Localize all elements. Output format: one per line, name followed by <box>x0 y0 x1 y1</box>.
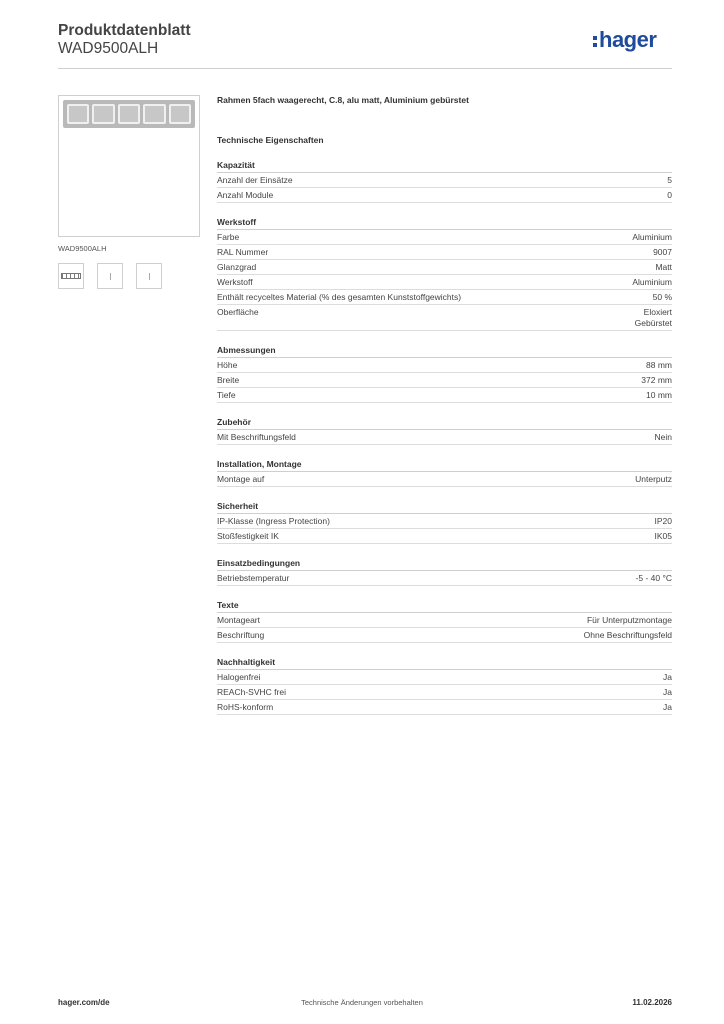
spec-row <box>217 571 672 586</box>
frame-illustration <box>63 100 195 128</box>
spec-label: Betriebstemperatur <box>217 573 290 583</box>
spec-value: Eloxiert Gebürstet <box>634 307 672 328</box>
spec-value: Nein <box>654 432 672 442</box>
product-model-number: WAD9500ALH <box>58 40 159 57</box>
spec-label: Halogenfrei <box>217 672 261 682</box>
spec-row <box>217 290 672 305</box>
spec-label: Farbe <box>217 232 240 242</box>
spec-group <box>217 416 672 445</box>
thumbnail-side-view-1[interactable] <box>97 263 123 289</box>
spec-row <box>217 275 672 290</box>
spec-value: Ja <box>663 687 672 697</box>
spec-group <box>217 599 672 643</box>
spec-label: IP-Klasse (Ingress Protection) <box>217 516 330 526</box>
spec-label: Mit Beschriftungsfeld <box>217 432 296 442</box>
thumbnail-side-view-2[interactable] <box>136 263 162 289</box>
spec-row <box>217 613 672 628</box>
spec-label: Breite <box>217 375 240 385</box>
spec-group <box>217 344 672 403</box>
logo-dots-icon <box>593 36 597 47</box>
spec-value: Matt <box>655 262 672 272</box>
spec-value: 10 mm <box>646 390 672 400</box>
technical-properties-heading: Technische Eigenschaften <box>217 135 324 145</box>
spec-row <box>217 700 672 715</box>
spec-value: Aluminium <box>632 277 672 287</box>
spec-group-title: Einsatzbedingungen <box>217 557 672 571</box>
spec-row <box>217 358 672 373</box>
spec-row <box>217 173 672 188</box>
spec-label: Werkstoff <box>217 277 253 287</box>
header-divider <box>58 68 672 69</box>
spec-value: 88 mm <box>646 360 672 370</box>
spec-group <box>217 557 672 586</box>
document-type-title: Produktdatenblatt <box>58 22 191 39</box>
spec-label: Tiefe <box>217 390 236 400</box>
spec-row <box>217 430 672 445</box>
spec-row <box>217 260 672 275</box>
spec-group-title: Texte <box>217 599 672 613</box>
hager-logo[interactable] <box>593 29 656 51</box>
spec-label: Beschriftung <box>217 630 265 640</box>
spec-group <box>217 656 672 715</box>
spec-label: RoHS-konform <box>217 702 274 712</box>
spec-value: -5 - 40 °C <box>635 573 672 583</box>
spec-group-title: Zubehör <box>217 416 672 430</box>
spec-value: Unterputz <box>635 474 672 484</box>
spec-row <box>217 188 672 203</box>
spec-row <box>217 305 672 331</box>
spec-content <box>217 95 672 728</box>
spec-group-title: Sicherheit <box>217 500 672 514</box>
spec-label: Enthält recyceltes Material (% des gesamten Kunststoffgewichts) <box>217 292 462 302</box>
spec-group <box>217 500 672 544</box>
spec-label: REACh-SVHC frei <box>217 687 286 697</box>
thumbnail-frame[interactable] <box>58 263 84 289</box>
spec-value: Aluminium <box>632 232 672 242</box>
product-image <box>58 95 200 237</box>
footer-date: 11.02.2026 <box>632 998 672 1007</box>
spec-label: Montageart <box>217 615 260 625</box>
spec-group-title: Nachhaltigkeit <box>217 656 672 670</box>
spec-value: 9007 <box>653 247 672 257</box>
switch-side-icon <box>149 273 150 280</box>
spec-row <box>217 388 672 403</box>
spec-value: Ohne Beschriftungsfeld <box>583 630 672 640</box>
spec-row <box>217 685 672 700</box>
spec-row <box>217 373 672 388</box>
footer-disclaimer: Technische Änderungen vorbehalten <box>301 998 423 1007</box>
spec-value: Ja <box>663 672 672 682</box>
spec-group <box>217 159 672 203</box>
spec-row <box>217 230 672 245</box>
spec-value: Für Unterputzmontage <box>586 615 672 625</box>
spec-row <box>217 670 672 685</box>
spec-group-title: Werkstoff <box>217 216 672 230</box>
spec-value: 50 % <box>652 292 672 302</box>
spec-label: Stoßfestigkeit IK <box>217 531 279 541</box>
spec-label: Anzahl Module <box>217 190 274 200</box>
spec-group-title: Installation, Montage <box>217 458 672 472</box>
spec-value: 0 <box>667 190 672 200</box>
spec-label: Höhe <box>217 360 238 370</box>
spec-group-title: Kapazität <box>217 159 672 173</box>
spec-value: Ja <box>663 702 672 712</box>
spec-group <box>217 216 672 331</box>
spec-value: 372 mm <box>641 375 672 385</box>
logo-wordmark: hager <box>599 27 657 52</box>
spec-group-title: Abmessungen <box>217 344 672 358</box>
spec-label: Glanzgrad <box>217 262 257 272</box>
spec-label: Montage auf <box>217 474 265 484</box>
switch-side-icon <box>110 273 111 280</box>
spec-label: Oberfläche <box>217 307 259 317</box>
frame-icon <box>61 273 81 279</box>
product-image-caption: WAD9500ALH <box>58 244 107 253</box>
spec-row <box>217 628 672 643</box>
spec-row <box>217 529 672 544</box>
footer-website-link[interactable]: hager.com/de <box>58 998 110 1007</box>
spec-value: IP20 <box>654 516 672 526</box>
spec-value: IK05 <box>654 531 672 541</box>
spec-label: RAL Nummer <box>217 247 269 257</box>
spec-group <box>217 458 672 487</box>
spec-row <box>217 245 672 260</box>
spec-value: 5 <box>667 175 672 185</box>
spec-groups <box>217 159 672 715</box>
product-description: Rahmen 5fach waagerecht, C.8, alu matt, Aluminium gebürstet <box>217 95 469 105</box>
spec-row <box>217 514 672 529</box>
spec-label: Anzahl der Einsätze <box>217 175 293 185</box>
spec-row <box>217 472 672 487</box>
